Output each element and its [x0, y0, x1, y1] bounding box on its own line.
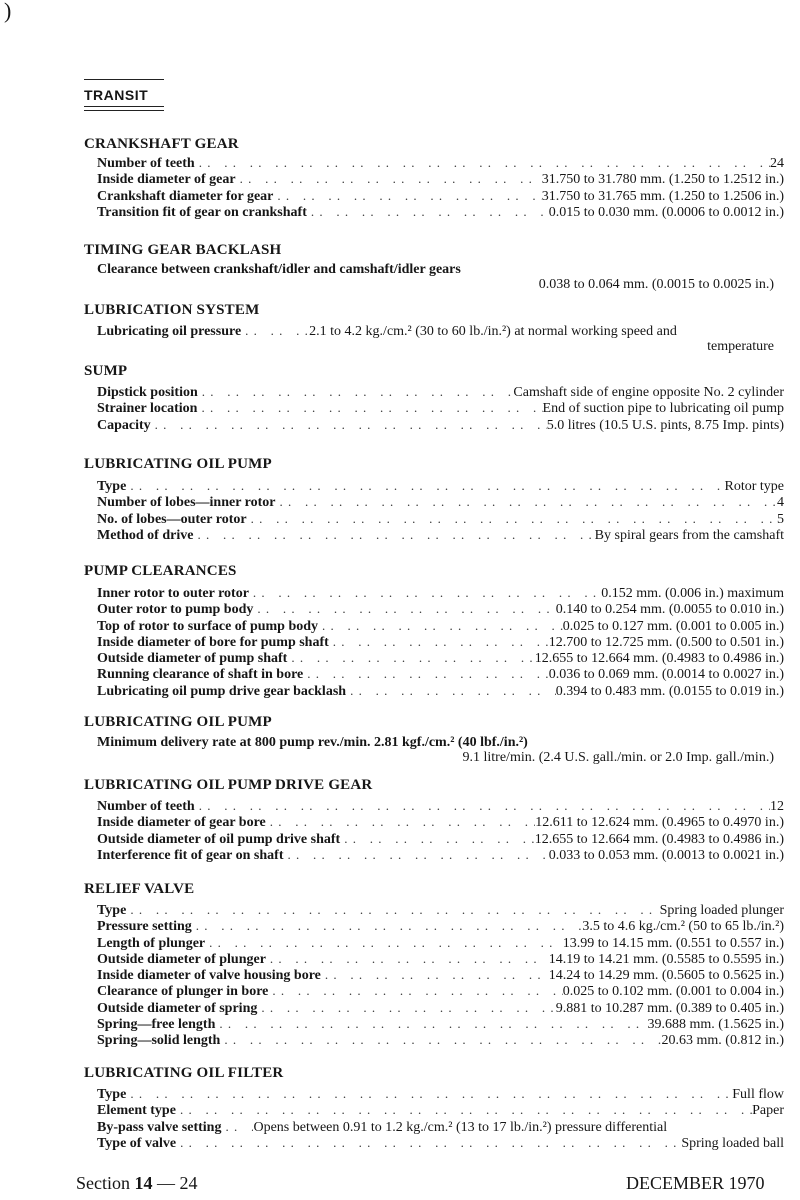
section-title: SUMP [84, 363, 128, 379]
spec-row: Interference fit of gear on shaft . . 0.033 to 0.053 mm. (0.0013 to 0.0021 in.) [97, 847, 784, 863]
spec-row: Dipstick position . . Camshaft side of engine opposite No. 2 cylinder [97, 384, 784, 400]
spec-row: Inside diameter of bore for pump shaft . . 12.700 to 12.725 mm. (0.500 to 0.501 in.) [97, 634, 784, 650]
header-rule-bottom-1 [84, 106, 164, 107]
section-title: CRANKSHAFT GEAR [84, 136, 239, 152]
spec-row: Spring—free length . . 39.688 mm. (1.5625 in.) [97, 1016, 784, 1032]
section-title: LUBRICATING OIL PUMP [84, 456, 272, 472]
header-rule-top [84, 79, 164, 80]
section-lubrication-system [84, 302, 784, 355]
margin-mark: ) [4, 0, 12, 23]
section-title: LUBRICATING OIL FILTER [84, 1065, 284, 1081]
spec-row: By-pass valve setting . . Opens between 0.91 to 1.2 kg./cm.² (13 to 17 lb./in.²) pressure differential [97, 1119, 784, 1135]
spec-row: Number of teeth . . 12 [97, 798, 784, 814]
spec-row: Element type . . Paper [97, 1102, 784, 1118]
spec-label: Clearance between crankshaft/idler and camshaft/idler gears [97, 262, 461, 277]
section-title: TIMING GEAR BACKLASH [84, 242, 282, 258]
spec-value-continued: temperature [707, 339, 774, 355]
section-title: LUBRICATION SYSTEM [84, 302, 260, 318]
spec-row: Outside diameter of spring . . 9.881 to 10.287 mm. (0.389 to 0.405 in.) [97, 1000, 784, 1016]
header-rule-bottom-2 [84, 110, 164, 111]
spec-row: Inside diameter of valve housing bore . . 14.24 to 14.29 mm. (0.5605 to 0.5625 in.) [97, 967, 784, 983]
spec-row: Spring—solid length . . 20.63 mm. (0.812 in.) [97, 1032, 784, 1048]
section-oil-filter [84, 1065, 784, 1151]
section-title: LUBRICATING OIL PUMP DRIVE GEAR [84, 777, 373, 793]
spec-row: Outside diameter of pump shaft . . 12.655 to 12.664 mm. (0.4983 to 0.4986 in.) [97, 650, 784, 666]
section-pump-clearances [84, 563, 784, 699]
spec-row: Inside diameter of gear . . 31.750 to 31.780 mm. (1.250 to 1.2512 in.) [97, 171, 784, 187]
spec-row: Type . . Full flow [97, 1086, 784, 1102]
section-title: PUMP CLEARANCES [84, 563, 237, 579]
spec-row: Outside diameter of plunger . . 14.19 to 14.21 mm. (0.5585 to 0.5595 in.) [97, 951, 784, 967]
spec-row: Number of teeth . . 24 [97, 155, 784, 171]
spec-row: Number of lobes—inner rotor . . 4 [97, 494, 784, 510]
spec-row: Length of plunger . . 13.99 to 14.15 mm. (0.551 to 0.557 in.) [97, 935, 784, 951]
spec-value: 9.1 litre/min. (2.4 U.S. gall./min. or 2.0 Imp. gall./min.) [462, 750, 774, 766]
section-number: Section 14 — 24 [76, 1173, 198, 1193]
spec-row: Method of drive . . By spiral gears from the camshaft [97, 527, 784, 543]
section-lubricating-oil-pump [84, 456, 784, 543]
section-relief-valve [84, 881, 784, 1049]
transit-header [84, 79, 164, 111]
section-sump [84, 363, 784, 433]
spec-row: Type . . Rotor type [97, 478, 784, 494]
spec-row: Top of rotor to surface of pump body . . 0.025 to 0.127 mm. (0.001 to 0.005 in.) [97, 618, 784, 634]
spec-row: Transition fit of gear on crankshaft . . 0.015 to 0.030 mm. (0.0006 to 0.0012 in.) [97, 204, 784, 220]
spec-row: Outer rotor to pump body . . 0.140 to 0.254 mm. (0.0055 to 0.010 in.) [97, 601, 784, 617]
spec-row: Outside diameter of oil pump drive shaft . . 12.655 to 12.664 mm. (0.4983 to 0.4986 in.) [97, 831, 784, 847]
spec-row: Crankshaft diameter for gear . . 31.750 to 31.765 mm. (1.250 to 1.2506 in.) [97, 188, 784, 204]
spec-label: Minimum delivery rate at 800 pump rev./min. 2.81 kgf./cm.² (40 lbf./in.²) [97, 735, 528, 750]
section-title: LUBRICATING OIL PUMP [84, 714, 272, 730]
spec-row: Pressure setting . . 3.5 to 4.6 kg./cm.² (50 to 65 lb./in.²) [97, 918, 784, 934]
section-crankshaft-gear [84, 136, 784, 220]
spec-row: Lubricating oil pressure . . 2.1 to 4.2 kg./cm.² (30 to 60 lb./in.²) at normal working speed and [97, 323, 784, 339]
section-oil-pump-delivery [84, 714, 784, 766]
spec-row: Type of valve . . Spring loaded ball [97, 1135, 784, 1151]
spec-row: Capacity . . 5.0 litres (10.5 U.S. pints, 8.75 Imp. pints) [97, 417, 784, 433]
spec-row: Clearance of plunger in bore . . 0.025 to 0.102 mm. (0.001 to 0.004 in.) [97, 983, 784, 999]
page-heading: TRANSIT [84, 87, 149, 103]
spec-row: Inner rotor to outer rotor . . 0.152 mm. (0.006 in.) maximum [97, 585, 784, 601]
spec-row: Type . . Spring loaded plunger [97, 902, 784, 918]
spec-row: No. of lobes—outer rotor . . 5 [97, 511, 784, 527]
section-title: RELIEF VALVE [84, 881, 195, 897]
section-oil-pump-drive-gear [84, 777, 784, 863]
spec-value: 0.038 to 0.064 mm. (0.0015 to 0.0025 in.) [538, 277, 774, 293]
spec-row: Lubricating oil pump drive gear backlash . . 0.394 to 0.483 mm. (0.0155 to 0.019 in.) [97, 683, 784, 699]
spec-row: Strainer location . . End of suction pipe to lubricating oil pump [97, 400, 784, 416]
spec-row: Running clearance of shaft in bore . . 0.036 to 0.069 mm. (0.0014 to 0.0027 in.) [97, 666, 784, 682]
spec-row: Inside diameter of gear bore . . 12.611 to 12.624 mm. (0.4965 to 0.4970 in.) [97, 814, 784, 830]
publication-date: DECEMBER 1970 [626, 1173, 765, 1193]
section-timing-gear-backlash [84, 242, 784, 293]
